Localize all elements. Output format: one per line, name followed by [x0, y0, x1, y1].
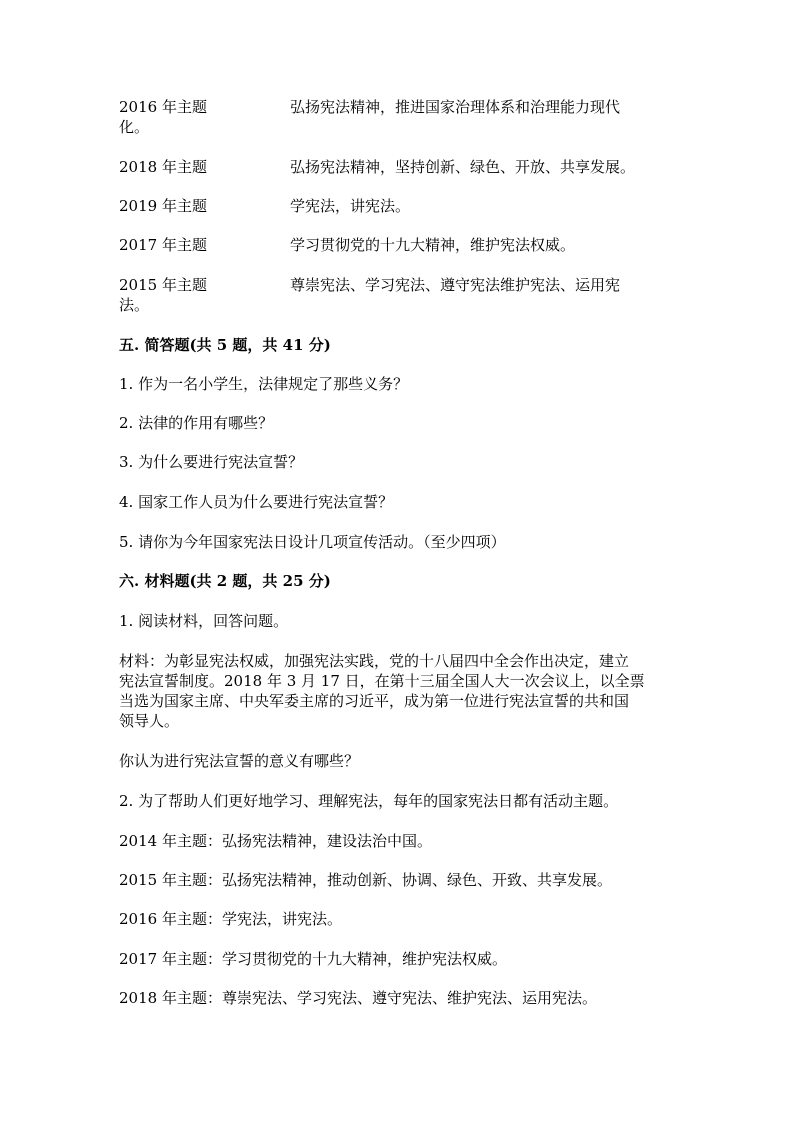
section-heading: 六. 材料题(共 2 题，共 25 分) — [119, 572, 331, 590]
question: 2. 法律的作用有哪些？ — [119, 414, 274, 432]
material-line: 材料：为彰显宪法权威，加强宪法实践，党的十八届四中全会作出决定，建立 — [119, 652, 630, 670]
theme-item: 2015 年主题：弘扬宪法精神，推动创新、协调、绿色、开致、共享发展。 — [119, 871, 612, 889]
matching-theme: 尊崇宪法、学习宪法、遵守宪法维护宪法、运用宪 — [290, 276, 621, 294]
question: 5. 请你为今年国家宪法日设计几项宣传活动。（至少四项） — [119, 533, 506, 551]
theme-item: 2018 年主题：尊崇宪法、学习宪法、遵守宪法、维护宪法、运用宪法。 — [119, 989, 597, 1007]
matching-year: 2015 年主题 — [119, 276, 207, 294]
material-line: 当选为国家主席、中央军委主席的习近平，成为第一位进行宪法宣誓的共和国 — [119, 692, 630, 710]
question: 3. 为什么要进行宪法宣誓？ — [119, 453, 304, 471]
matching-theme-tail: 法。 — [119, 296, 150, 314]
theme-item: 2016 年主题：学宪法，讲宪法。 — [119, 910, 342, 928]
matching-year: 2016 年主题 — [119, 98, 207, 116]
question: 4. 国家工作人员为什么要进行宪法宣誓？ — [119, 493, 394, 511]
question: 你认为进行宪法宣誓的意义有哪些？ — [119, 752, 360, 770]
theme-item: 2017 年主题：学习贯彻党的十九大精神，维护宪法权威。 — [119, 950, 507, 968]
matching-theme-tail: 化。 — [119, 118, 150, 136]
matching-theme: 学宪法，讲宪法。 — [290, 197, 411, 215]
material-line: 领导人。 — [119, 712, 180, 730]
theme-item: 2014 年主题：弘扬宪法精神，建设法治中国。 — [119, 832, 432, 850]
matching-theme: 弘扬宪法精神，坚持创新、绿色、开放、共享发展。 — [290, 158, 636, 176]
material-line: 宪法宣誓制度。2018 年 3 月 17 日，在第十三届全国人大一次会议上，以全票 — [119, 672, 645, 690]
matching-year: 2019 年主题 — [119, 197, 207, 215]
question: 1. 作为一名小学生，法律规定了那些义务？ — [119, 375, 409, 393]
question: 1. 阅读材料，回答问题。 — [119, 612, 289, 630]
matching-year: 2017 年主题 — [119, 236, 207, 254]
question: 2. 为了帮助人们更好地学习、理解宪法，每年的国家宪法日都有活动主题。 — [119, 792, 619, 810]
section-heading: 五. 简答题(共 5 题，共 41 分) — [119, 336, 331, 354]
matching-theme: 学习贯彻党的十九大精神，维护宪法权威。 — [290, 236, 576, 254]
matching-theme: 弘扬宪法精神，推进国家治理体系和治理能力现代 — [290, 98, 621, 116]
matching-year: 2018 年主题 — [119, 158, 207, 176]
